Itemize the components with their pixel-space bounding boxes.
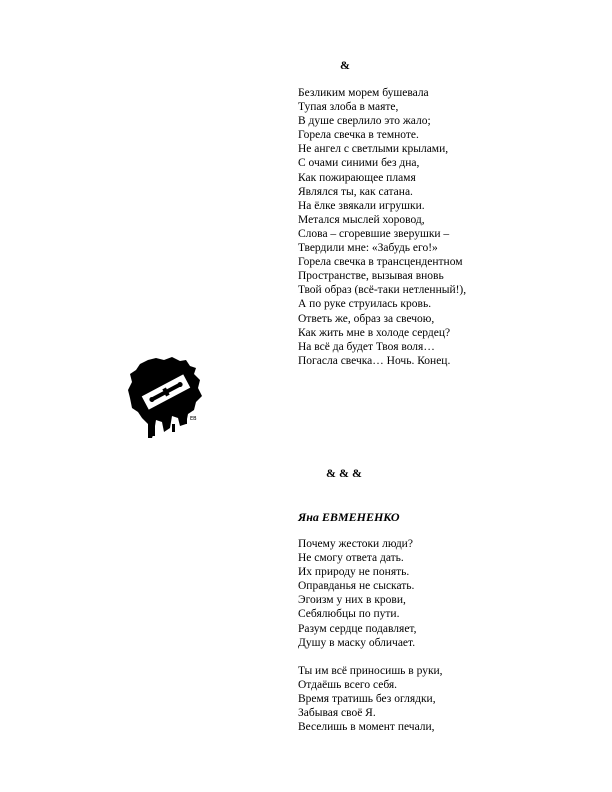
poem-line: Себялюбцы по пути. xyxy=(298,608,400,621)
poem-line: С очами синими без дна, xyxy=(298,157,420,170)
poem-line: Твой образ (всё-таки нетленный!), xyxy=(298,284,467,297)
poem-line: Тупая злоба в маяте, xyxy=(298,101,399,114)
poem-1 xyxy=(298,86,466,368)
section-separator-1: & xyxy=(340,58,350,72)
poem-line: Почему жестоки люди? xyxy=(298,538,413,550)
poem-line: Разум сердце подавляет, xyxy=(298,622,417,635)
poem-line: Горела свечка в трансцендентном xyxy=(298,256,463,269)
stanza-gap xyxy=(298,650,443,664)
poem-line: Забывая своё Я. xyxy=(298,707,376,720)
poem-line: Не ангел с светлыми крылами, xyxy=(298,143,449,156)
poem-line: Пространстве, вызывая вновь xyxy=(298,270,444,283)
poem-line: Являлся ты, как сатана. xyxy=(298,185,413,198)
poem-2 xyxy=(298,537,443,734)
poem-line: Отдаёшь всего себя. xyxy=(298,678,398,691)
poem-line: Твердили мне: «Забудь его!» xyxy=(298,242,438,255)
poem-line: Ответь же, образ за свечою, xyxy=(298,312,435,325)
poem-line: Эгоизм у них в крови, xyxy=(298,594,406,607)
poem-line: Как пожирающее пламя xyxy=(298,171,416,184)
poem-line: Веселишь в момент печали, xyxy=(298,721,435,734)
illustration-signature: ЕВ xyxy=(190,416,197,422)
poem-line: Время тратишь без оглядки, xyxy=(298,692,436,705)
author-name: Яна ЕВМЕНЕНКО xyxy=(298,510,400,524)
poem-line: Погасла свечка… Ночь. Конец. xyxy=(298,354,451,367)
poem-line: На ёлке звякали игрушки. xyxy=(298,199,425,212)
poem-line: Слова – сгоревшие зверушки – xyxy=(298,227,450,240)
poem-line: Душу в маску обличает. xyxy=(298,636,416,649)
poem-line: Оправданья не сыскать. xyxy=(298,580,415,593)
poem-line: На всё да будет Твоя воля… xyxy=(298,340,435,353)
poem-line: Как жить мне в холоде сердец? xyxy=(298,326,451,339)
poem-line: Их природу не понять. xyxy=(298,566,410,579)
poem-line: А по руке струилась кровь. xyxy=(298,298,432,311)
poem-line: Метался мыслей хоровод, xyxy=(298,213,425,226)
poem-line: Ты им всё приносишь в руки, xyxy=(298,664,443,677)
poem-line: Безликим морем бушевала xyxy=(298,87,429,99)
poem-line: В душе сверлило это жало; xyxy=(298,115,431,128)
section-separator-2: & & & xyxy=(326,466,362,480)
poem-line: Горела свечка в темноте. xyxy=(298,129,419,142)
poem-line: Не смогу ответа дать. xyxy=(298,552,404,565)
razor-blade-icon xyxy=(126,352,206,440)
